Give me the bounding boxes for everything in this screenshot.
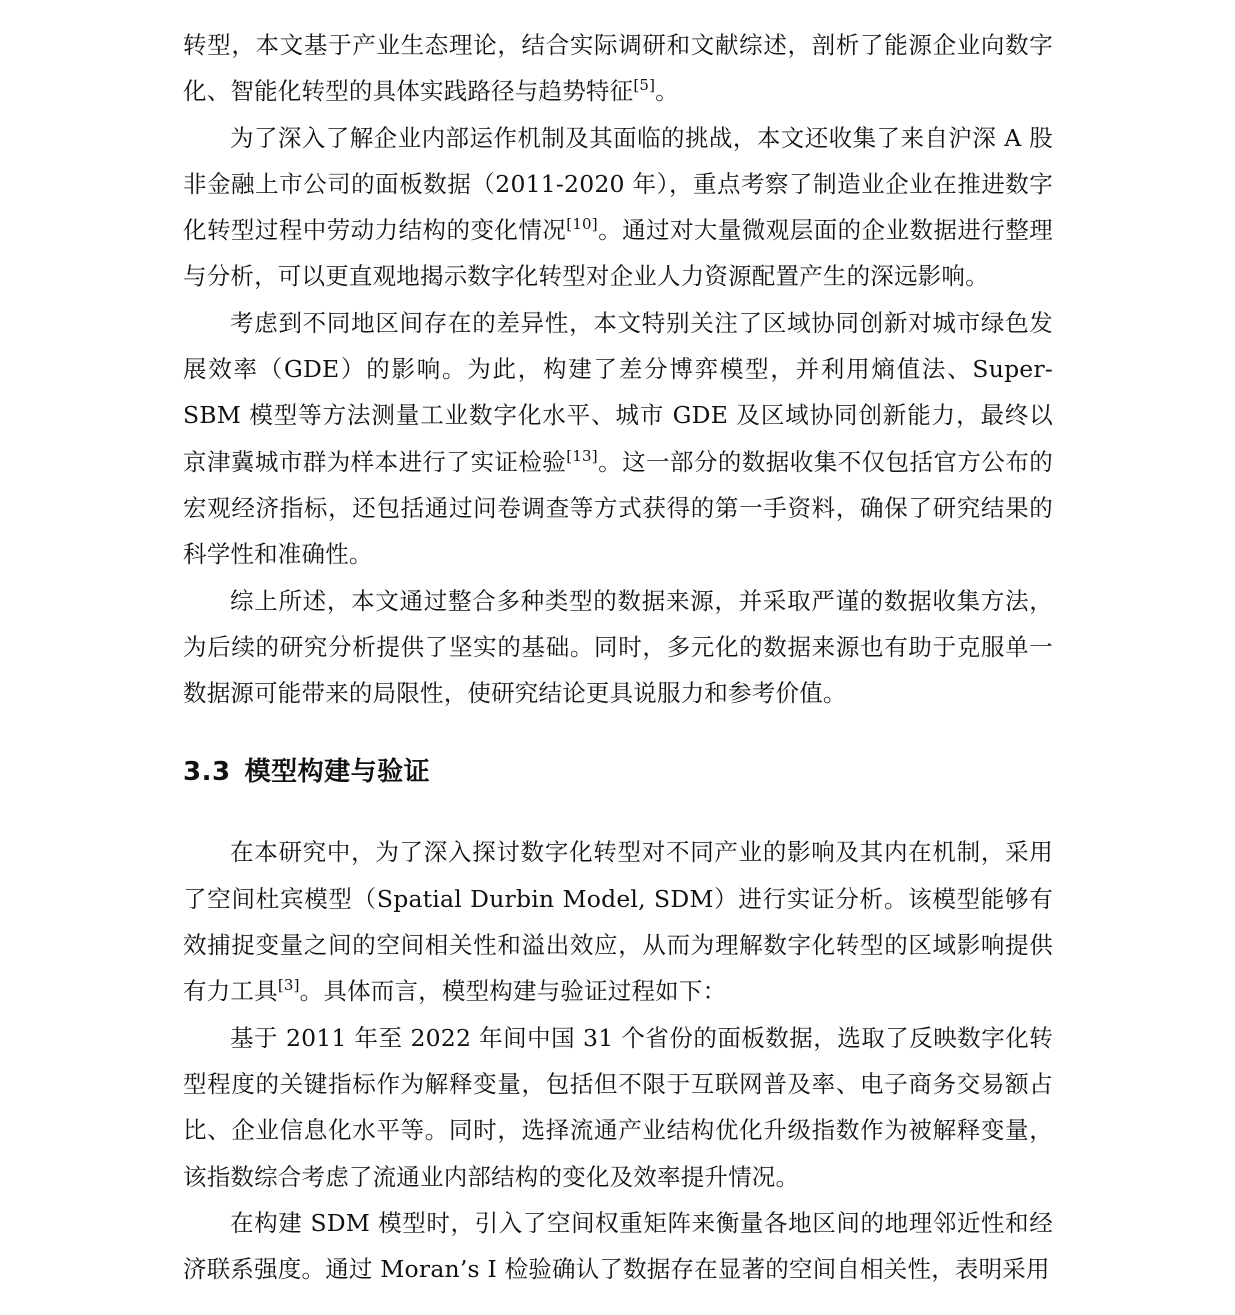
paragraph-tail: 。通过对大量微观层面的企业数据进行整理与分析，可以更直观地揭示数字化转型对企业人力资源配置产生的深远影响。 bbox=[183, 216, 1053, 291]
paragraph-text: 转型，本文基于产业生态理论，结合实际调研和文献综述，剖析了能源企业向数字化、智能化转型的具体实践路径与趋势特征 bbox=[183, 31, 1053, 106]
paragraph-text: 在构建 SDM 模型时，引入了空间权重矩阵来衡量各地区间的地理邻近性和经济联系强度。通过 Moran’s I 检验确认了数据存在显著的空间自相关性，表明采用 bbox=[183, 1208, 1053, 1284]
section-heading bbox=[183, 752, 1053, 792]
paragraph-sdm-intro bbox=[183, 829, 1053, 1014]
paper-page bbox=[183, 22, 1053, 1292]
paragraph-spatial-weights bbox=[183, 1200, 1053, 1293]
section-number: 3.3 bbox=[183, 757, 231, 788]
paragraph-panel-data bbox=[183, 115, 1053, 300]
paragraph-regional-innovation bbox=[183, 300, 1053, 578]
citation-10: [10] bbox=[566, 215, 598, 234]
section-title: 模型构建与验证 bbox=[244, 757, 431, 788]
citation-13: [13] bbox=[566, 446, 598, 465]
paragraph-summary bbox=[183, 578, 1053, 717]
paragraph-text: 综上所述，本文通过整合多种类型的数据来源，并采取严谨的数据收集方法，为后续的研究分析提供了坚实的基础。同时，多元化的数据来源也有助于克服单一数据源可能带来的局限性，使研究结论更具说服力和参考价值。 bbox=[183, 586, 1053, 708]
paragraph-tail: 。 bbox=[655, 77, 679, 106]
citation-3: [3] bbox=[277, 976, 300, 995]
citation-5: [5] bbox=[633, 76, 656, 95]
paragraph-tail: 。具体而言，模型构建与验证过程如下： bbox=[299, 977, 727, 1006]
paragraph-variables bbox=[183, 1015, 1053, 1200]
paragraph-text: 在本研究中，为了深入探讨数字化转型对不同产业的影响及其内在机制，采用了空间杜宾模型（Spatial Durbin Model, SDM）进行实证分析。该模型能够有效捕捉变量之间的空间相关性和溢出效应，从而为理解数字化转型的区域影响提供有力工具 bbox=[183, 838, 1053, 1006]
paragraph-energy-transformation bbox=[183, 22, 1053, 115]
paragraph-tail: 。这一部分的数据收集不仅包括官方公布的宏观经济指标，还包括通过问卷调查等方式获得的第一手资料，确保了研究结果的科学性和准确性。 bbox=[183, 447, 1053, 569]
paragraph-text: 基于 2011 年至 2022 年间中国 31 个省份的面板数据，选取了反映数字化转型程度的关键指标作为解释变量，包括但不限于互联网普及率、电子商务交易额占比、企业信息化水平等。同时，选择流通产业结构优化升级指数作为被解释变量，该指数综合考虑了流通业内部结构的变化及效率提升情况。 bbox=[183, 1023, 1053, 1191]
paragraph-text: 考虑到不同地区间存在的差异性，本文特别关注了区域协同创新对城市绿色发展效率（GDE）的影响。为此，构建了差分博弈模型，并利用熵值法、Super-SBM 模型等方法测量工业数字化水平、城市 GDE 及区域协同创新能力，最终以京津冀城市群为样本进行了实证检验 bbox=[183, 308, 1053, 476]
paragraph-text: 为了深入了解企业内部运作机制及其面临的挑战，本文还收集了来自沪深 A 股非金融上市公司的面板数据（2011-2020 年），重点考察了制造业企业在推进数字化转型过程中劳动力结构的变化情况 bbox=[183, 123, 1053, 245]
